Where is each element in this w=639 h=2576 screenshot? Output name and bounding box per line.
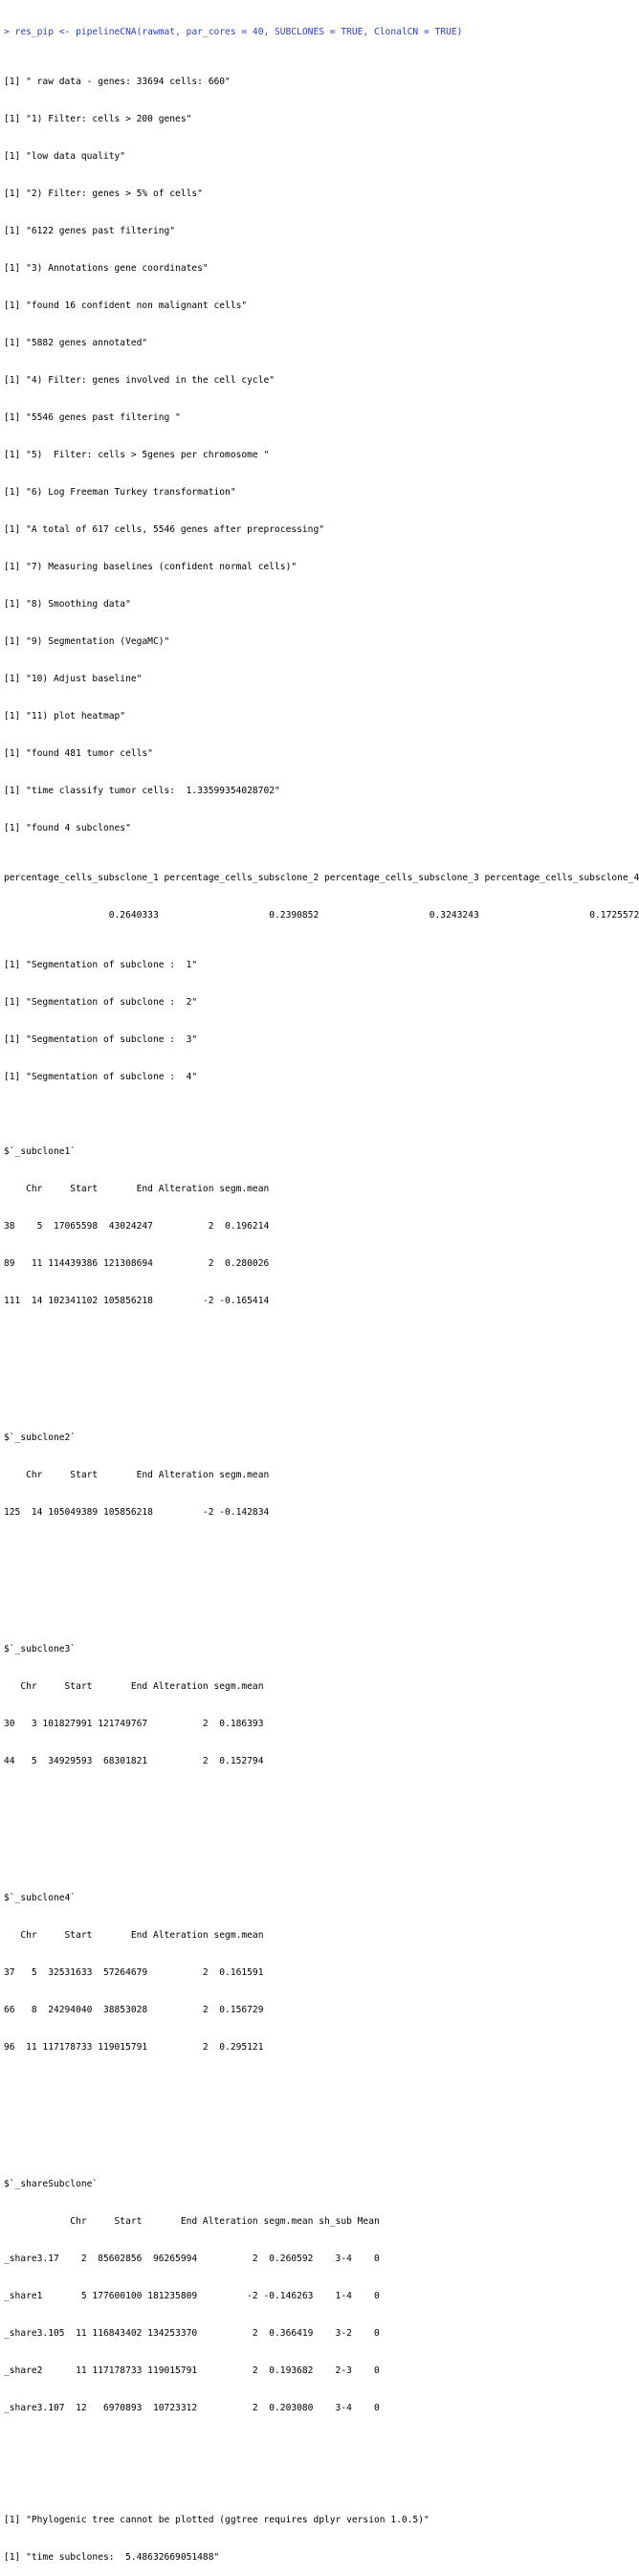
table-title: $`_subclone1` <box>4 1146 77 1157</box>
table-row: _share3.17 2 85602856 96265994 2 0.260592 3-4 0 <box>4 2254 380 2264</box>
table-row: _share3.105 11 116843402 134253370 2 0.366419 3-2 0 <box>4 2328 380 2339</box>
table-row: 125 14 105049389 105856218 -2 -0.142834 <box>4 1507 270 1518</box>
table-row: 111 14 102341102 105856218 -2 -0.165414 <box>4 1296 270 1306</box>
segmentation-line: [1] "Segmentation of subclone : 3" <box>4 1034 198 1045</box>
log-line: [1] "8) Smoothing data" <box>4 599 131 610</box>
table-row: _share3.107 12 6970893 10723312 2 0.203080 3-4 0 <box>4 2403 380 2413</box>
table-row: 37 5 32531633 57264679 2 0.161591 <box>4 1967 264 1978</box>
table-row: 66 8 24294040 38853028 2 0.156729 <box>4 2005 264 2015</box>
log-line: [1] "3) Annotations gene coordinates" <box>4 263 209 274</box>
table-title: $`_subclone3` <box>4 1644 77 1654</box>
log-line: [1] "6) Log Freeman Turkey transformation" <box>4 487 236 498</box>
log-line: [1] "A total of 617 cells, 5546 genes after preprocessing" <box>4 524 325 535</box>
table-row: 44 5 34929593 68301821 2 0.152794 <box>4 1756 264 1766</box>
subclone1-table <box>4 1121 607 1369</box>
table-title: $`_shareSubclone` <box>4 2179 99 2189</box>
blank-line <box>4 1543 607 1556</box>
share-subclone-table <box>4 2153 607 2476</box>
blank-line <box>4 1332 607 1344</box>
log-line: [1] "found 481 tumor cells" <box>4 748 153 759</box>
blank-line <box>4 2439 607 2452</box>
blank-line <box>4 2078 607 2091</box>
table-header: Chr Start End Alteration segm.mean sh_sub Mean <box>4 2216 380 2227</box>
log-line: [1] "time classify tumor cells: 1.33599354028702" <box>4 786 280 796</box>
log-line: [1] "7) Measuring baselines (confident normal cells)" <box>4 562 297 572</box>
final-line: [1] "Phylogenic tree cannot be plotted (ggtree requires dplyr version 1.0.5)" <box>4 2515 430 2525</box>
log-line: [1] "5546 genes past filtering " <box>4 412 181 423</box>
table-row: 96 11 117178733 119015791 2 0.295121 <box>4 2042 264 2053</box>
log-line: [1] "1) Filter: cells > 200 genes" <box>4 114 192 124</box>
log-line: [1] " raw data - genes: 33694 cells: 660" <box>4 77 231 87</box>
percentages-values: 0.2640333 0.2390852 0.3243243 0.1725572 <box>4 910 639 921</box>
console-command-line[interactable]: > res_pip <- pipelineCNA(rawmat, par_cores = 40, SUBCLONES = TRUE, ClonalCN = TRUE) <box>4 27 463 37</box>
final-line: [1] "time subclones: 5.48632669051488" <box>4 2552 220 2563</box>
log-line: [1] "5882 genes annotated" <box>4 338 148 348</box>
log-line: [1] "found 4 subclones" <box>4 823 131 833</box>
segmentation-line: [1] "Segmentation of subclone : 4" <box>4 1072 198 1082</box>
table-title: $`_subclone4` <box>4 1893 77 1903</box>
table-row: _share1 5 177600100 181235809 -2 -0.146263 1-4 0 <box>4 2291 380 2301</box>
segmentation-line: [1] "Segmentation of subclone : 1" <box>4 960 198 970</box>
table-row: _share2 11 117178733 119015791 2 0.193682 2-3 0 <box>4 2365 380 2376</box>
table-row: 89 11 114439386 121308694 2 0.280026 <box>4 1258 270 1269</box>
log-line: [1] "2) Filter: genes > 5% of cells" <box>4 189 203 199</box>
table-title: $`_subclone2` <box>4 1432 77 1443</box>
table-header: Chr Start End Alteration segm.mean <box>4 1184 270 1194</box>
table-header: Chr Start End Alteration segm.mean <box>4 1681 264 1692</box>
log-line: [1] "4) Filter: genes involved in the cell cycle" <box>4 375 275 386</box>
table-row: 30 3 101827991 121749767 2 0.186393 <box>4 1719 264 1729</box>
log-line: [1] "6122 genes past filtering" <box>4 226 176 236</box>
table-header: Chr Start End Alteration segm.mean <box>4 1470 270 1480</box>
log-line: [1] "11) plot heatmap" <box>4 711 126 722</box>
log-line: [1] "9) Segmentation (VegaMC)" <box>4 636 170 647</box>
blank-line <box>4 1792 607 1805</box>
subclone2-table <box>4 1407 607 1581</box>
log-line: [1] "5) Filter: cells > 5genes per chromosome " <box>4 450 270 460</box>
table-row: 38 5 17065598 43024247 2 0.196214 <box>4 1221 270 1232</box>
log-line: [1] "low data quality" <box>4 151 126 162</box>
subclone4-table <box>4 1867 607 2116</box>
subclone3-table <box>4 1618 607 1830</box>
log-line: [1] "10) Adjust baseline" <box>4 674 143 684</box>
log-line: [1] "found 16 confident non malignant cells" <box>4 300 248 311</box>
table-header: Chr Start End Alteration segm.mean <box>4 1930 264 1941</box>
percentages-header: percentage_cells_subsclone_1 percentage_cells_subsclone_2 percentage_cells_subsclone_3 percentage_cells_subsclone_4 <box>4 873 639 883</box>
segmentation-line: [1] "Segmentation of subclone : 2" <box>4 997 198 1008</box>
